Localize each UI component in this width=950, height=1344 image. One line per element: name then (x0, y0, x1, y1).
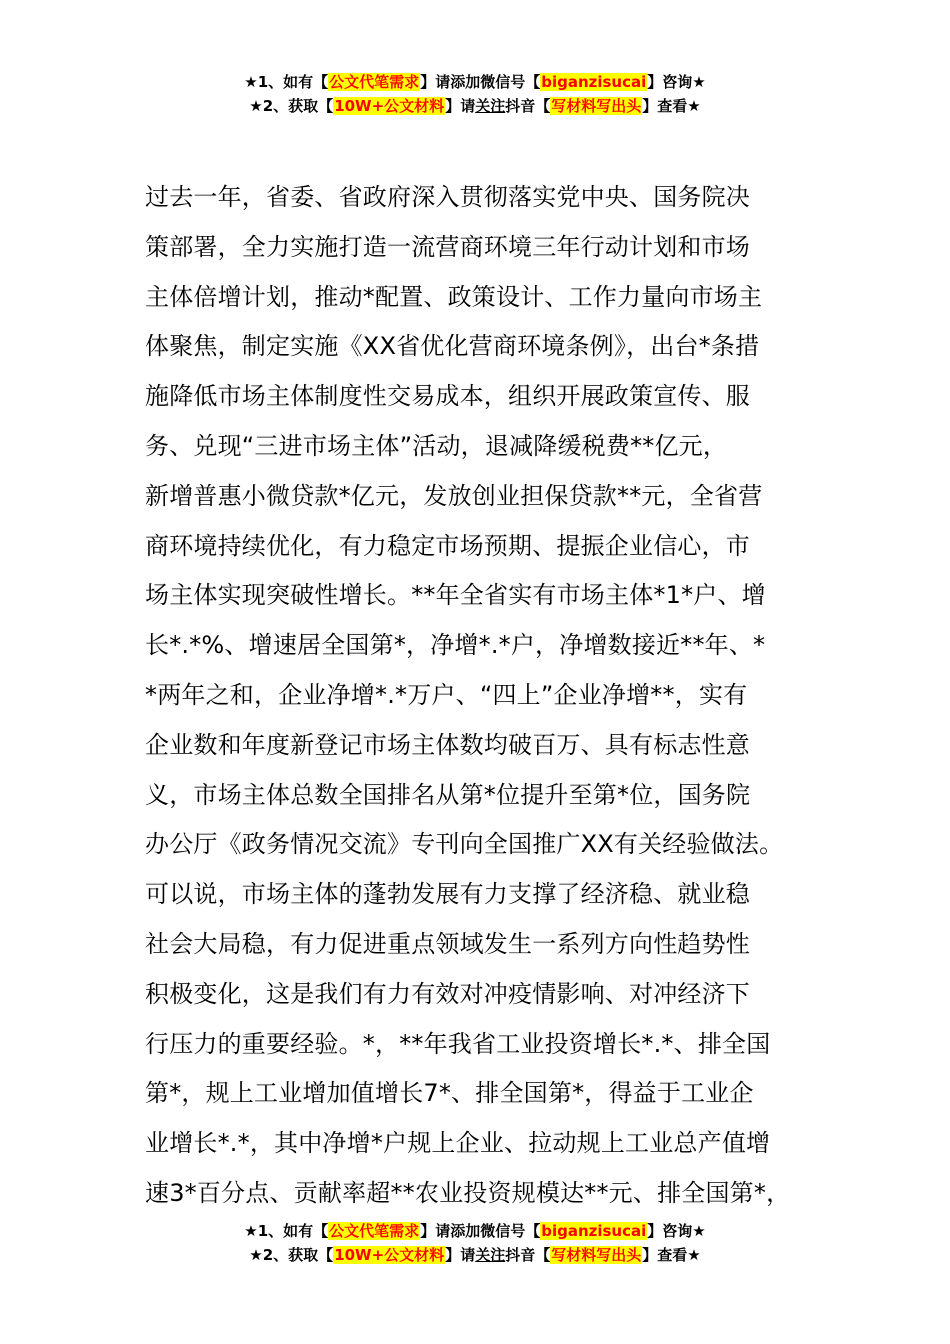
banner-text: 】查看★ (642, 1246, 701, 1264)
banner-text: 】请添加微信号【 (420, 73, 541, 91)
banner-line-2 (0, 94, 950, 118)
body-line: 速3*百分点、贡献率超**农业投资规模达**元、排全国第*， (145, 1178, 791, 1207)
banner-text: ★2、获取【 (249, 1246, 334, 1264)
banner-text: 】咨询★ (647, 73, 706, 91)
body-line: 新增普惠小微贷款*亿元，发放创业担保贷款**元，全省营 (145, 481, 763, 510)
body-line: 主体倍增计划，推动*配置、政策设计、工作力量向市场主 (145, 282, 763, 311)
highlight-materials: 10W+公文材料 (334, 97, 445, 115)
body-line: 义，市场主体总数全国排名从第*位提升至第*位，国务院 (145, 780, 751, 809)
highlight-douyin-account: 写材料写出头 (551, 1246, 642, 1264)
highlight-materials: 10W+公文材料 (334, 1246, 445, 1264)
highlight-wechat-id: biganzisucai (541, 73, 647, 91)
body-line: 务、兑现“三进市场主体”活动，退减降缓税费**亿元， (145, 431, 728, 460)
highlight-wechat-id: biganzisucai (541, 1222, 647, 1240)
banner-text: 】查看★ (642, 97, 701, 115)
body-line: 业增长*.*，其中净增*户规上企业、拉动规上工业总产值增 (145, 1129, 771, 1158)
body-line: 体聚焦，制定实施《XX省优化营商环境条例》，出台*条措 (145, 332, 760, 361)
body-line: 行压力的重要经验。*，**年我省工业投资增长*.*、排全国 (145, 1029, 771, 1058)
banner-underlined-text: 关注 (475, 1246, 506, 1264)
body-line: *两年之和，企业净增*.*万户、“四上”企业净增**，实有 (145, 680, 748, 709)
highlight-service: 公文代笔需求 (329, 1222, 420, 1240)
body-line: 场主体实现突破性增长。**年全省实有市场主体*1*户、增 (145, 581, 766, 610)
banner-text: 】咨询★ (647, 1222, 706, 1240)
banner-text: 抖音【 (505, 1246, 551, 1264)
banner-underlined-text: 关注 (475, 97, 506, 115)
body-line: 积极变化，这是我们有力有效对冲疫情影响、对冲经济下 (145, 979, 750, 1008)
banner-text: ★2、获取【 (249, 97, 334, 115)
highlight-service: 公文代笔需求 (329, 73, 420, 91)
banner-text: 】请添加微信号【 (420, 1222, 541, 1240)
footer-banner (0, 1219, 950, 1267)
banner-text: ★1、如有【 (244, 1222, 329, 1240)
banner-text: ★1、如有【 (244, 73, 329, 91)
body-line: 商环境持续优化，有力稳定市场预期、提振企业信心，市 (145, 531, 750, 560)
body-line: 第*，规上工业增加值增长7*、排全国第*，得益于工业企 (145, 1079, 754, 1108)
banner-line-1 (0, 70, 950, 94)
banner-line-2 (0, 1243, 950, 1267)
body-line: 过去一年，省委、省政府深入贯彻落实党中央、国务院决 (145, 183, 750, 211)
banner-text: 】请 (445, 1246, 476, 1264)
banner-line-1 (0, 1219, 950, 1243)
header-banner (0, 70, 950, 118)
body-line: 可以说，市场主体的蓬勃发展有力支撑了经济稳、就业稳 (145, 880, 750, 909)
body-line: 社会大局稳，有力促进重点领域发生一系列方向性趋势性 (145, 929, 750, 958)
body-line: 策部署，全力实施打造一流营商环境三年行动计划和市场 (145, 232, 750, 261)
body-line: 办公厅《政务情况交流》专刊向全国推广XX有关经验做法。 (145, 830, 784, 859)
banner-text: 抖音【 (505, 97, 551, 115)
banner-text: 】请 (445, 97, 476, 115)
document-body (145, 173, 835, 1219)
body-line: 施降低市场主体制度性交易成本，组织开展政策宣传、服 (145, 382, 750, 411)
body-line: 长*.*%、增速居全国第*，净增*.*户，净增数接近**年、* (145, 631, 766, 660)
highlight-douyin-account: 写材料写出头 (551, 97, 642, 115)
body-line: 企业数和年度新登记市场主体数均破百万、具有标志性意 (145, 730, 750, 759)
